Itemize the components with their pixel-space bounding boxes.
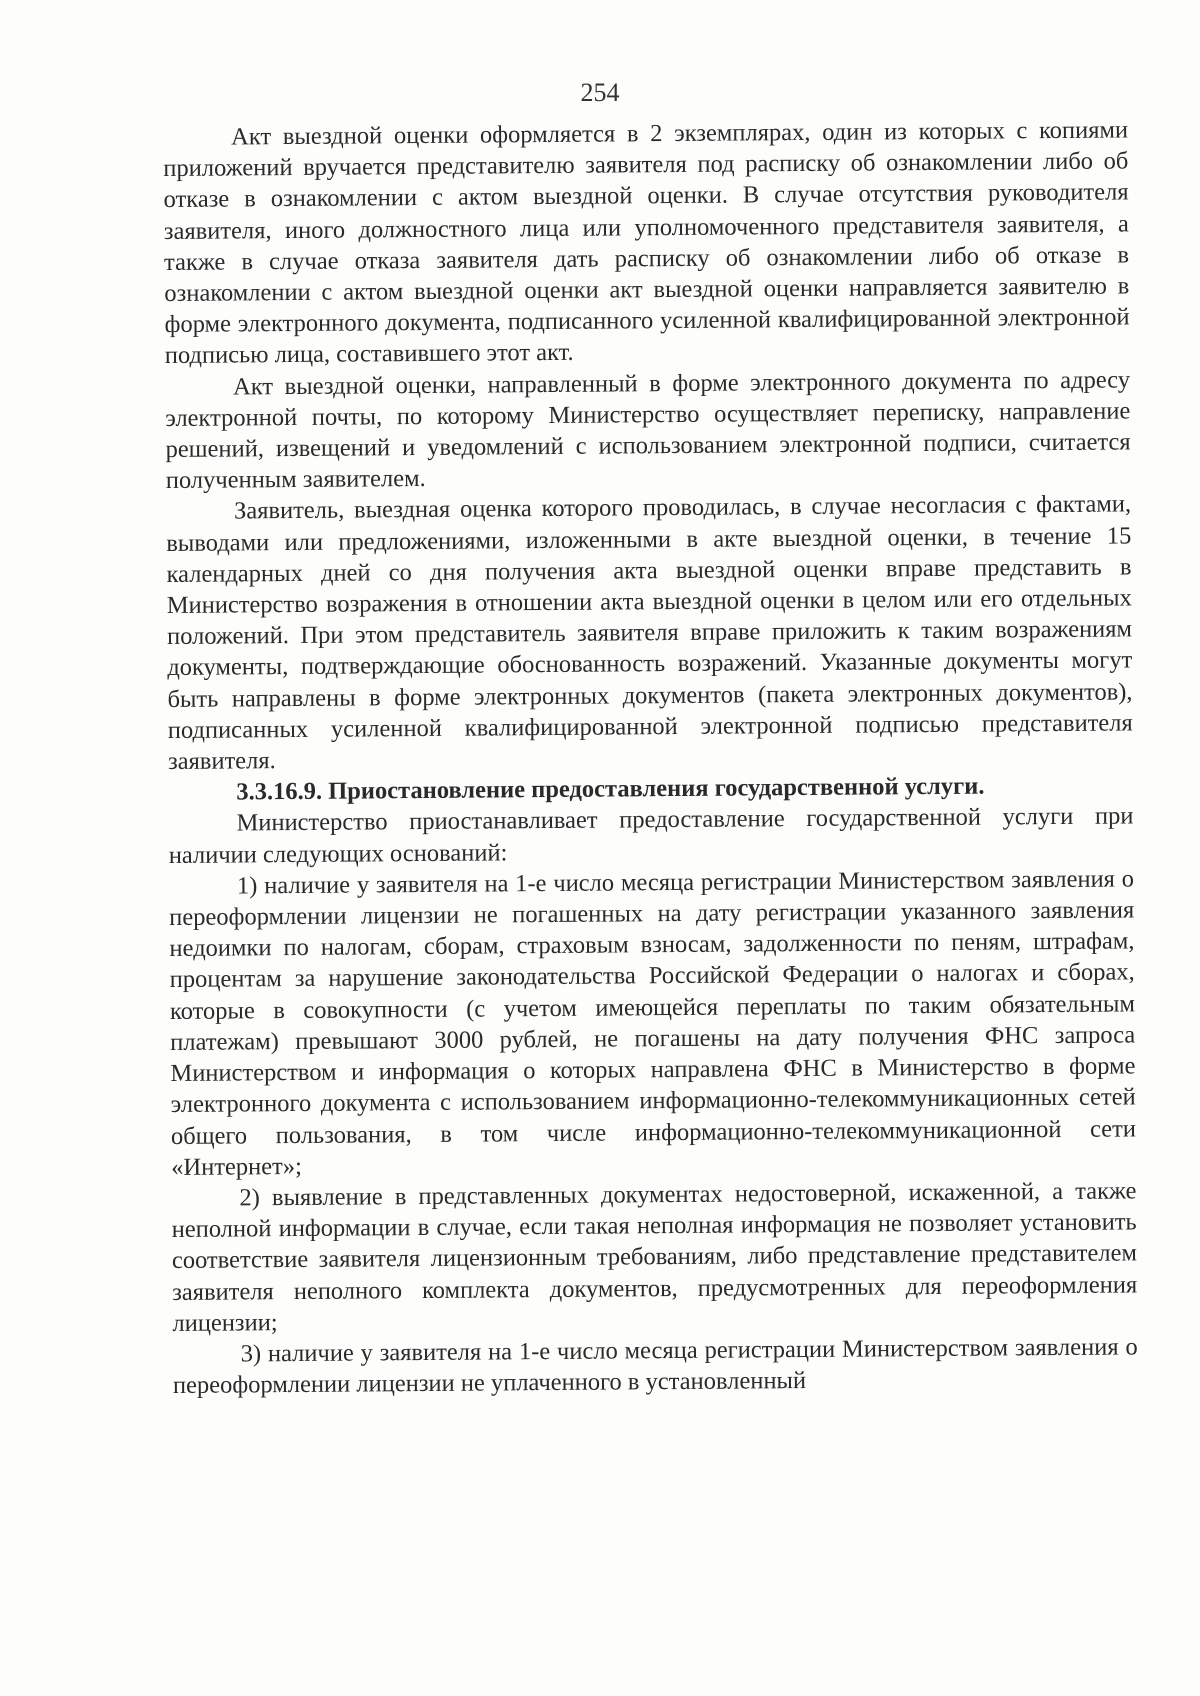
paragraph-act-copies: Акт выездной оценки оформляется в 2 экземплярах, один из которых с копиями приложений вручается представителю заявителя под расписку об ознакомлении либо об отказе в ознакомлении с актом выездной оценки. В случае отсутствия руководителя заявителя, иного должностного лица или уполномоченного представителя заявителя, а также в случае отказа заявителя дать расписку об ознакомлении либо об отказе в ознакомлении с актом выездной оценки акт выездной оценки направляется заявителю в форме электронного документа, подписанного усиленной квалифицированной электронной подписью лица, составившего этот акт. <box>163 116 1130 370</box>
paragraph-suspension-intro: Министерство приостанавливает предоставление государственной услуги при наличии следующих оснований: <box>168 802 1134 869</box>
page-number: 254 <box>580 78 620 107</box>
list-item-3: 3) наличие у заявителя на 1-е число месяца регистрации Министерством заявления о переоформлении лицензии не уплаченного в установленный <box>172 1333 1138 1400</box>
list-item-1: 1) наличие у заявителя на 1-е число месяца регистрации Министерством заявления о переоформлении лицензии не погашенных на дату регистрации указанного заявления недоимки по налогам, сборам, страховым взносам, задолженности по пеням, штрафам, процентам за нарушение законодательства Российской Федерации о налогах и сборах, которые в совокупности (с учетом имеющейся переплаты по таким обязательным платежам) превышают 3000 рублей, не погашены на дату получения ФНС запроса Министерством и информация о которых направлена ФНС в Министерство в форме электронного документа с использованием информационно-телекоммуникационных сетей общего пользования, в том числе информационно-телекоммуникационной сети «Интернет»; <box>169 865 1137 1181</box>
paragraph-objections: Заявитель, выездная оценка которого проводилась, в случае несогласия с фактами, выводами или предложениями, изложенными в акте выездной оценки, в течение 15 календарных дней со дня получения акта выездной оценки вправе представить в Министерство возражения в отношении акта выездной оценки в целом или его отдельных положений. При этом представитель заявителя вправе приложить к таким возражениям документы, подтверждающие обоснованность возражений. Указанные документы могут быть направлены в форме электронных документов (пакета электронных документов), подписанных усиленной квалифицированной электронной подписью представителя заявителя. <box>166 490 1133 776</box>
paragraph-act-email: Акт выездной оценки, направленный в форме электронного документа по адресу электронной почты, по которому Министерство осуществляет переписку, направление решений, извещений и уведомлений с использованием электронной подписи, считается полученным заявителем. <box>165 366 1131 495</box>
section-heading: 3.3.16.9. Приостановление предоставления государственной услуги. <box>236 772 985 806</box>
document-body <box>163 114 1138 1401</box>
list-item-2: 2) выявление в представленных документах недостоверной, искаженной, а также неполной информации в случае, если такая неполная информация не позволяет установить соответствие заявителя лицензионным требованиям, либо представление представителем заявителя неполного комплекта документов, предусмотренных для переоформления лицензии; <box>171 1177 1138 1337</box>
